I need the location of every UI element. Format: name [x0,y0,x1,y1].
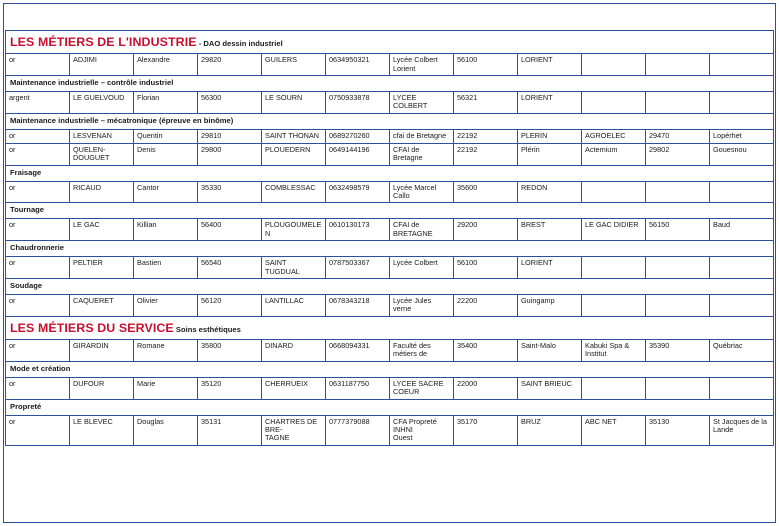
table-row [6,92,774,114]
table-cell: Faculté des métiers de [390,340,454,362]
table-row [6,129,774,143]
table-cell: 56100 [454,54,518,76]
table-cell: 56400 [198,219,262,241]
table-cell [646,181,710,203]
table-cell: Marie [134,377,198,399]
section-title: Propreté [10,401,42,411]
table-cell [646,54,710,76]
table-cell: BREST [518,219,582,241]
table-cell: SAINT THONAN [262,129,326,143]
section-header-minor [6,165,774,181]
results-table-body [6,31,774,446]
table-cell: Saint-Malo [518,340,582,362]
section-header-major [6,316,774,339]
table-cell: 35600 [454,181,518,203]
table-cell: or [6,129,70,143]
table-cell: LORIENT [518,257,582,279]
section-header-minor [6,76,774,92]
table-cell: Plérin [518,143,582,165]
section-title: LES MÉTIERS DU SERVICE [10,320,174,335]
table-cell [710,294,774,316]
table-cell: LE GAC [70,219,134,241]
table-cell [646,257,710,279]
table-cell: CFAI de Bretagne [390,143,454,165]
section-header-minor [6,113,774,129]
section-subtitle: - DAO dessin industriel [196,39,283,48]
table-cell: PLERIN [518,129,582,143]
table-cell: 35130 [646,415,710,445]
table-cell: LESVENAN [70,129,134,143]
table-cell: 0689270260 [326,129,390,143]
table-cell: St Jacques de la Lande [710,415,774,445]
table-cell [582,294,646,316]
section-header-minor [6,203,774,219]
table-cell: or [6,54,70,76]
table-cell: Lycée Marcel Callo [390,181,454,203]
table-cell: DUFOUR [70,377,134,399]
section-title: Soudage [10,280,43,290]
table-cell: GUILERS [262,54,326,76]
section-title-cell [6,241,774,257]
table-cell: 22192 [454,143,518,165]
table-row [6,54,774,76]
table-cell: LE SOURN [262,92,326,114]
section-title: Maintenance industrielle – mécatronique (épreuve en binôme) [10,115,234,125]
table-cell: argent [6,92,70,114]
table-cell: 56100 [454,257,518,279]
section-header-minor [6,399,774,415]
table-cell: or [6,377,70,399]
table-cell: Lycée Colbert [390,257,454,279]
table-cell: 0632498579 [326,181,390,203]
table-row [6,415,774,445]
section-title: Fraisage [10,167,42,177]
table-cell: 29810 [198,129,262,143]
table-cell: Lycée Colbert Lorient [390,54,454,76]
table-cell: 56120 [198,294,262,316]
table-cell: Cantor [134,181,198,203]
table-cell: Lopérhet [710,129,774,143]
table-cell: or [6,415,70,445]
table-cell: 29800 [198,143,262,165]
table-row [6,143,774,165]
table-cell: CHERRUEIX [262,377,326,399]
table-cell: 56300 [198,92,262,114]
table-cell [710,377,774,399]
table-cell: DINARD [262,340,326,362]
table-cell [646,294,710,316]
table-cell: or [6,257,70,279]
section-title-cell [6,399,774,415]
table-cell [582,92,646,114]
table-cell: Alexandre [134,54,198,76]
table-cell: 0631187750 [326,377,390,399]
table-cell: 35120 [198,377,262,399]
table-cell: Gouesnou [710,143,774,165]
table-cell: AGROELEC [582,129,646,143]
table-cell: 35390 [646,340,710,362]
table-cell: 29470 [646,129,710,143]
table-cell: Olivier [134,294,198,316]
section-header-major [6,31,774,54]
table-cell: 0668094331 [326,340,390,362]
table-cell: 56321 [454,92,518,114]
section-title-cell [6,165,774,181]
table-cell: or [6,181,70,203]
table-cell [582,377,646,399]
table-cell: Bastien [134,257,198,279]
table-cell: Guingamp [518,294,582,316]
table-cell [582,257,646,279]
section-header-minor [6,278,774,294]
table-cell: 35800 [198,340,262,362]
section-subtitle: Soins esthétiques [173,324,241,334]
table-cell: REDON [518,181,582,203]
table-cell: LORIENT [518,54,582,76]
table-row [6,377,774,399]
table-cell: COMBLESSAC [262,181,326,203]
section-header-minor [6,241,774,257]
table-cell: 22200 [454,294,518,316]
table-cell: 56540 [198,257,262,279]
table-cell: LE GUELVOUD [70,92,134,114]
table-cell: Denis [134,143,198,165]
section-title-cell [6,203,774,219]
table-cell: 35170 [454,415,518,445]
table-cell: LYCEE COLBERT [390,92,454,114]
section-title: LES MÉTIERS DE L'INDUSTRIE [10,35,197,49]
table-cell: Lycée Jules verne [390,294,454,316]
table-cell [582,181,646,203]
table-cell: PLOUEDERN [262,143,326,165]
table-cell: LE GAC DIDIER [582,219,646,241]
table-row [6,294,774,316]
table-cell: Kabuki Spa & Institut [582,340,646,362]
section-title-cell [6,316,774,339]
table-row [6,181,774,203]
table-cell: 35131 [198,415,262,445]
table-cell: 0787503367 [326,257,390,279]
table-cell [710,181,774,203]
table-cell: 29200 [454,219,518,241]
section-title-cell [6,361,774,377]
table-row [6,219,774,241]
table-cell: 29802 [646,143,710,165]
table-cell: RICAUD [70,181,134,203]
table-cell: Romane [134,340,198,362]
table-cell: QUELEN-DOUGUET [70,143,134,165]
table-cell: 0678343218 [326,294,390,316]
table-cell: 35330 [198,181,262,203]
table-cell: Killian [134,219,198,241]
section-title: Tournage [10,205,45,215]
table-cell: or [6,219,70,241]
section-title-cell [6,278,774,294]
table-cell: GIRARDIN [70,340,134,362]
table-cell: 56150 [646,219,710,241]
table-cell: or [6,294,70,316]
section-title-cell [6,31,774,54]
table-cell [646,377,710,399]
table-cell: ABC NET [582,415,646,445]
table-cell: Actemium [582,143,646,165]
table-cell [582,54,646,76]
table-cell: 0649144196 [326,143,390,165]
table-cell: BRUZ [518,415,582,445]
table-cell: CAQUERET [70,294,134,316]
table-cell: cfai de Bretagne [390,129,454,143]
table-cell: CHARTRES DE BRE- TAGNE [262,415,326,445]
table-cell [710,92,774,114]
section-header-minor [6,361,774,377]
table-cell: 0750933878 [326,92,390,114]
table-cell: 0634950321 [326,54,390,76]
table-cell: 29820 [198,54,262,76]
section-title-cell [6,113,774,129]
table-cell: LE BLEVEC [70,415,134,445]
table-cell [710,54,774,76]
table-cell: SAINT BRIEUC [518,377,582,399]
table-cell: Quentin [134,129,198,143]
table-cell: 0610130173 [326,219,390,241]
results-table-container [5,30,774,446]
table-row [6,340,774,362]
table-cell: or [6,340,70,362]
table-cell [646,92,710,114]
section-title-cell [6,76,774,92]
table-cell: CFA Propreté INHNI Ouest [390,415,454,445]
table-cell: Douglas [134,415,198,445]
table-cell: LORIENT [518,92,582,114]
table-cell: PELTIER [70,257,134,279]
table-row [6,257,774,279]
table-cell: PLOUGOUMELEN [262,219,326,241]
table-cell: 0777379088 [326,415,390,445]
table-cell: 22000 [454,377,518,399]
table-cell: Québriac [710,340,774,362]
results-table [5,30,774,446]
section-title: Chaudronnerie [10,243,65,253]
table-cell: ADJIMI [70,54,134,76]
table-cell [710,257,774,279]
table-cell: LANTILLAC [262,294,326,316]
section-title: Mode et création [10,363,71,373]
section-title: Maintenance industrielle – contrôle industriel [10,78,174,88]
table-cell: 22192 [454,129,518,143]
table-cell: LYCEE SACRE COEUR [390,377,454,399]
table-cell: CFAI de BRETAGNE [390,219,454,241]
table-cell: Florian [134,92,198,114]
table-cell: SAINT TUGDUAL [262,257,326,279]
table-cell: 35400 [454,340,518,362]
table-cell: or [6,143,70,165]
table-cell: Baud [710,219,774,241]
